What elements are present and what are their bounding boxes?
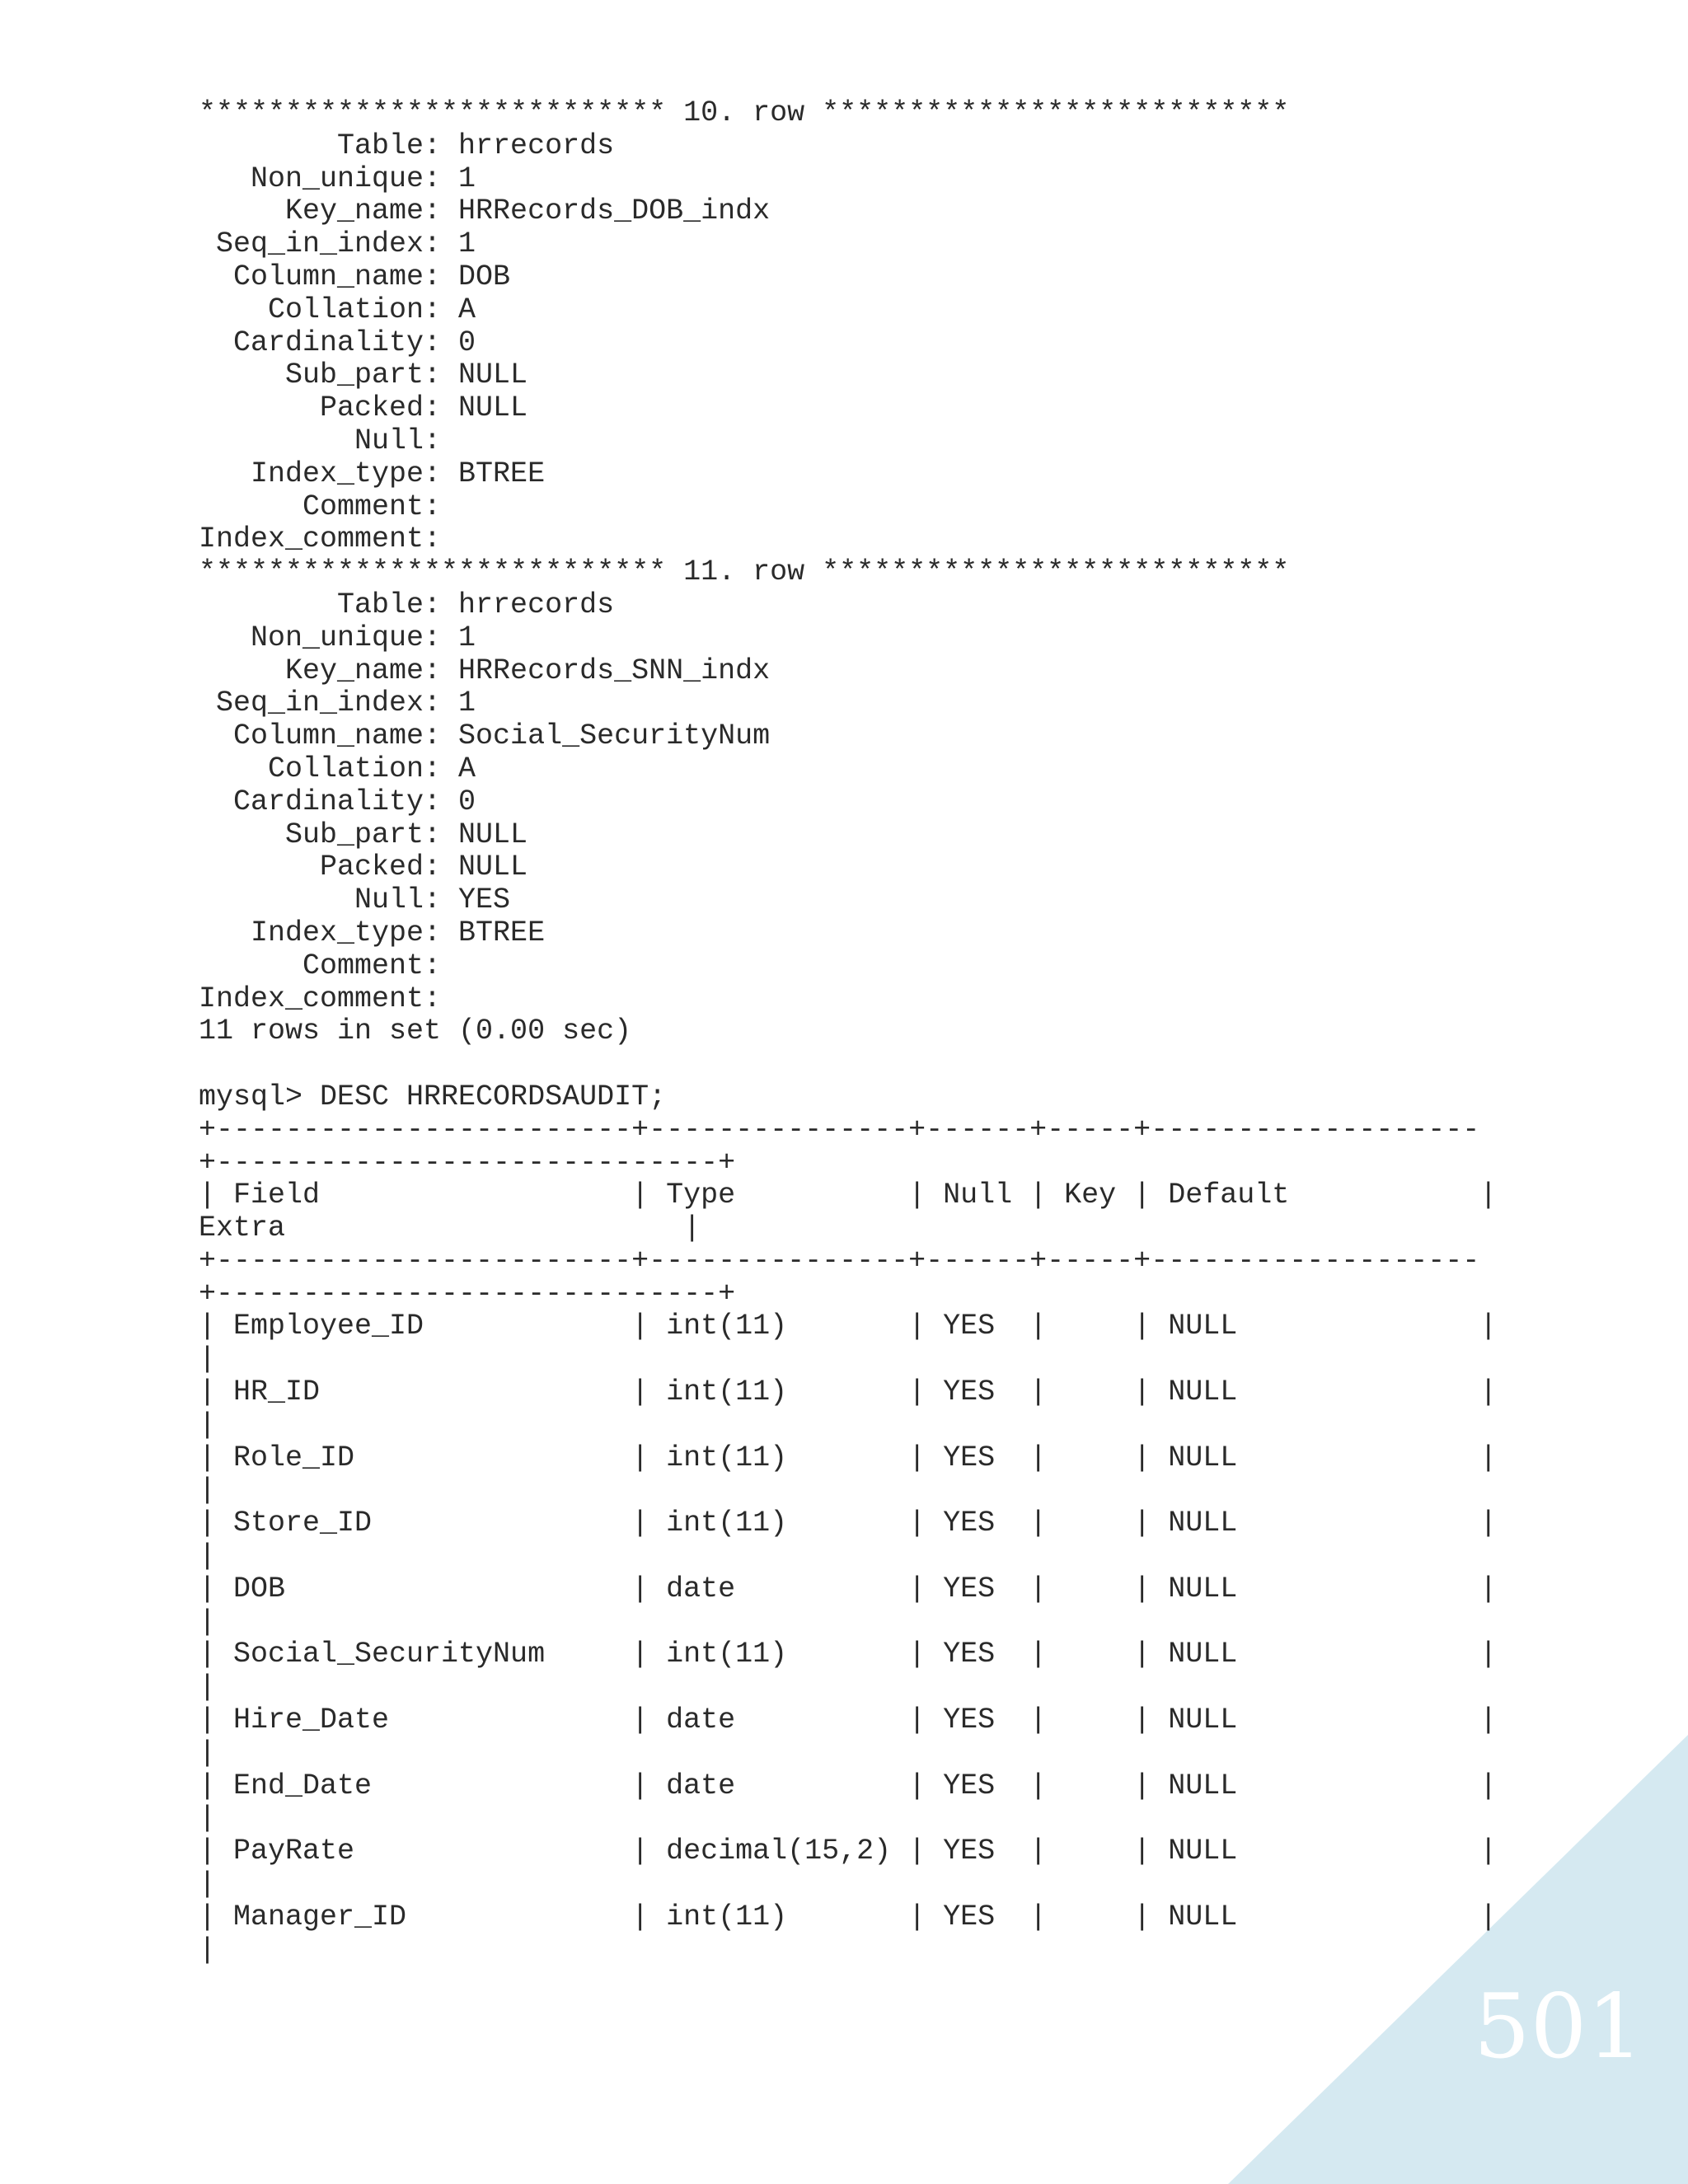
console-line — [199, 1048, 1497, 1081]
console-line: | — [199, 1868, 217, 1901]
console-line: Non_unique: 1 — [199, 162, 476, 195]
console-line: | End_Date | date | YES | | NULL | — [199, 1769, 1498, 1802]
console-line: | DOB | date | YES | | NULL | — [199, 1572, 1498, 1605]
console-line: | Hire_Date | date | YES | | NULL | — [199, 1704, 1498, 1737]
console-line: | — [199, 1802, 217, 1835]
console-line: | — [199, 1474, 217, 1507]
page-number: 501 — [1473, 1975, 1643, 2079]
console-line: | Manager_ID | int(11) | YES | | NULL | — [199, 1900, 1498, 1933]
console-line: Table: hrrecords — [199, 129, 615, 162]
console-line: 11 rows in set (0.00 sec) — [199, 1015, 632, 1048]
console-line: Index_comment: — [199, 523, 459, 556]
console-line: Sub_part: NULL — [199, 359, 528, 392]
console-line: Seq_in_index: 1 — [199, 227, 476, 261]
console-line: +------------------------+---------------+------+-----+------------------- — [199, 1244, 1480, 1277]
console-line: Cardinality: 0 — [199, 785, 476, 818]
console-line: Null: — [199, 424, 459, 457]
console-line: Key_name: HRRecords_DOB_indx — [199, 194, 771, 228]
console-line: | HR_ID | int(11) | YES | | NULL | — [199, 1376, 1498, 1409]
console-line: +------------------------+---------------+------+-----+------------------- — [199, 1113, 1480, 1146]
console-line: | Role_ID | int(11) | YES | | NULL | — [199, 1441, 1498, 1474]
console-line: Seq_in_index: 1 — [199, 687, 476, 720]
console-line: *************************** 11. row *************************** — [199, 555, 1290, 589]
console-line: Column_name: Social_SecurityNum — [199, 719, 771, 753]
console-line: Non_unique: 1 — [199, 621, 476, 654]
console-line: Column_name: DOB — [199, 260, 511, 293]
console-line: Comment: — [199, 490, 459, 523]
console-line: | — [199, 1408, 217, 1441]
console-line: | Field | Type | Null | Key | Default | — [199, 1179, 1498, 1212]
console-line: Null: YES — [199, 883, 511, 917]
console-line: Comment: — [199, 949, 459, 982]
console-line: mysql> DESC HRRECORDSAUDIT; — [199, 1080, 667, 1113]
console-line: +-----------------------------+ — [199, 1146, 736, 1179]
console-line: Collation: A — [199, 752, 476, 785]
console-line: Sub_part: NULL — [199, 818, 528, 851]
console-line: Table: hrrecords — [199, 588, 615, 621]
console-line: | — [199, 1933, 217, 1966]
console-line: | — [199, 1343, 217, 1376]
console-line: Collation: A — [199, 293, 476, 326]
console-line: Key_name: HRRecords_SNN_indx — [199, 654, 771, 687]
console-line: | — [199, 1540, 217, 1573]
console-line: | PayRate | decimal(15,2) | YES | | NULL | — [199, 1835, 1498, 1868]
console-line: | Social_SecurityNum | int(11) | YES | | NULL | — [199, 1638, 1498, 1671]
console-line: Packed: NULL — [199, 851, 528, 884]
console-line: Index_type: BTREE — [199, 457, 546, 490]
console-line: Index_comment: — [199, 982, 459, 1015]
console-line: | — [199, 1671, 217, 1704]
console-output — [199, 97, 1497, 1966]
console-line: Extra | — [199, 1212, 701, 1245]
console-line: | — [199, 1736, 217, 1769]
console-line: Packed: NULL — [199, 391, 528, 425]
console-line: | Employee_ID | int(11) | YES | | NULL | — [199, 1310, 1498, 1343]
console-line: +-----------------------------+ — [199, 1277, 736, 1310]
console-line: | — [199, 1605, 217, 1638]
console-line: Cardinality: 0 — [199, 326, 476, 359]
console-line: Index_type: BTREE — [199, 916, 546, 949]
console-line: | Store_ID | int(11) | YES | | NULL | — [199, 1507, 1498, 1540]
console-line: *************************** 10. row *************************** — [199, 96, 1290, 129]
